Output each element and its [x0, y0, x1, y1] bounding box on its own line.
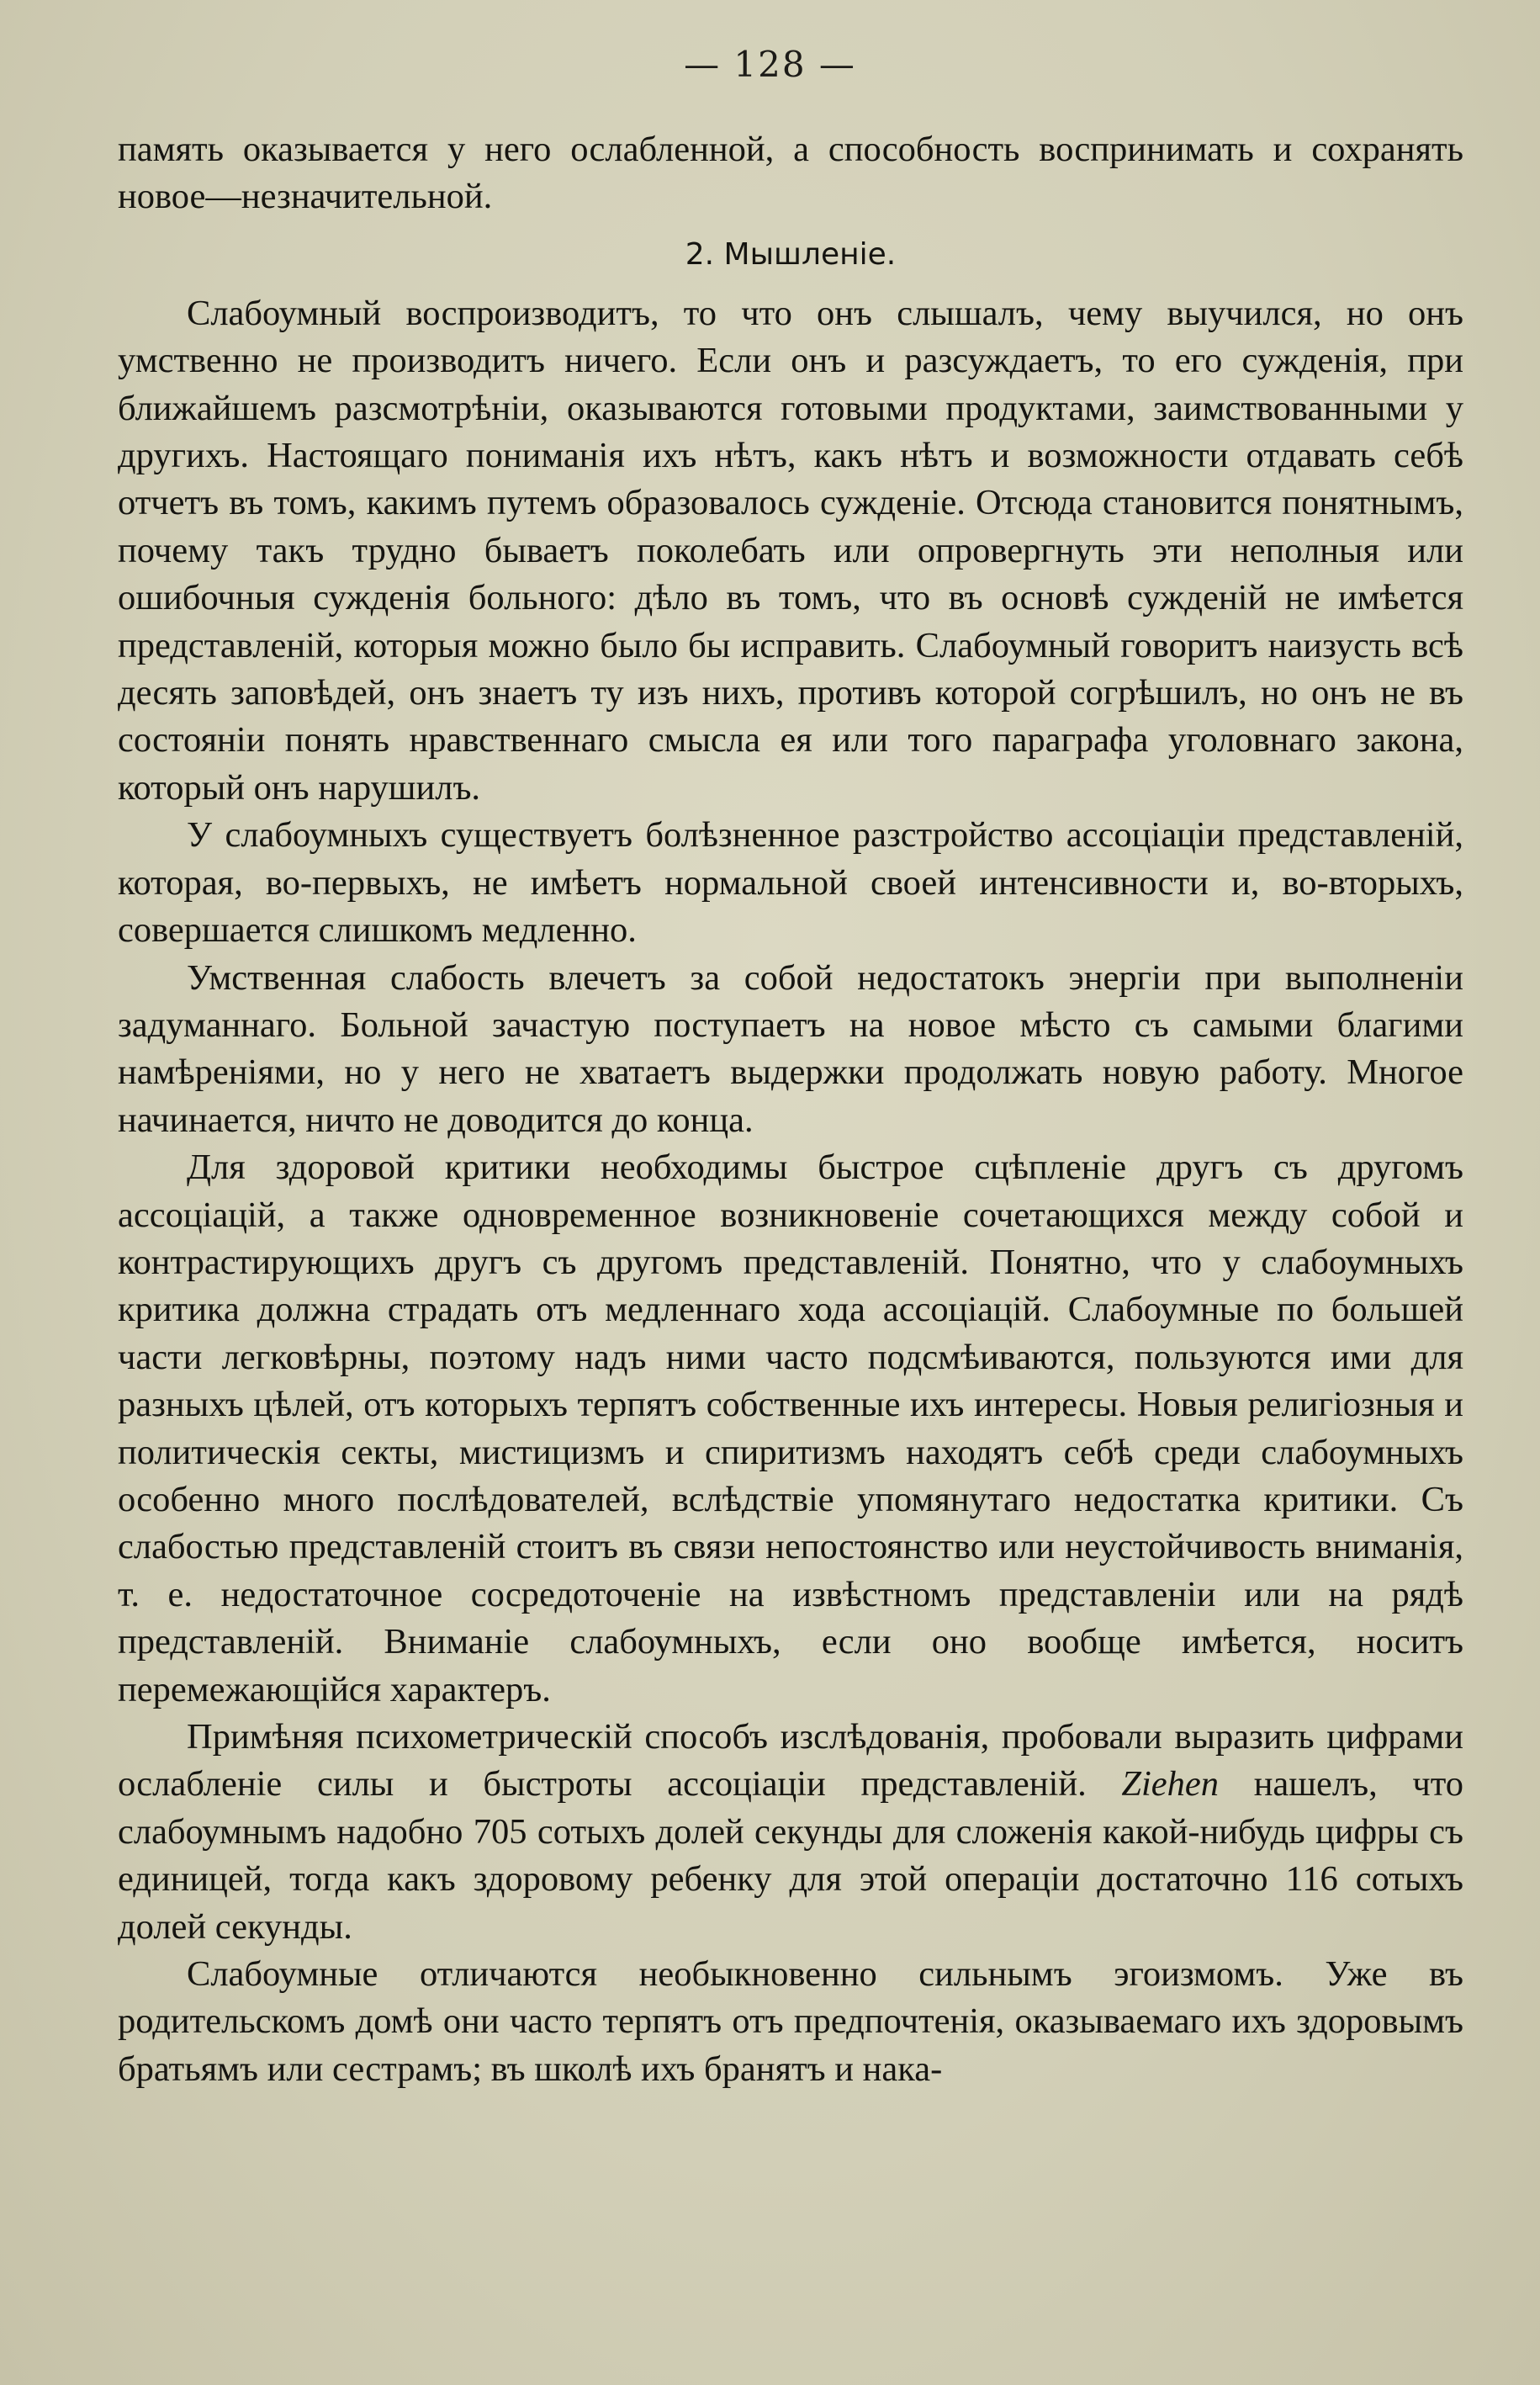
paragraph: Умственная слабость влечетъ за собой недостатокъ энергіи при выполненіи задуманнаго. Больной зачастую поступаетъ на новое мѣсто съ самыми благими намѣреніями, но у него не хватаетъ выдержки продолжать новую работу. Многое начинается, ничто не доводится до конца. [118, 957, 1463, 1140]
paragraph: Слабоумные отличаются необыкновенно сильнымъ эгоизмомъ. Уже въ родительскомъ домѣ они часто терпятъ отъ предпочтенія, оказываемаго ихъ здоровымъ братьямъ или сестрамъ; въ школѣ ихъ бранятъ и нака- [118, 1954, 1463, 2089]
paragraph-text: Примѣняя психометрическій способъ изслѣдованія, пробовали выразить цифрами ослабленіе силы и быстроты ассоціаціи представленій. [118, 1717, 1463, 1805]
page-body-text [118, 126, 1463, 2093]
paragraph [118, 1714, 1463, 1951]
section-heading: 2. Мышленіе. [685, 236, 897, 272]
paragraph-text: нашелъ, что слабоумнымъ надобно 705 сотыхъ долей секунды для сложенія какой-нибудь цифры съ единицей, тогда какъ здоровому ребенку для этой операціи достаточно 116 сотыхъ долей секунды. [118, 1764, 1463, 1947]
paragraph: Слабоумный воспроизводитъ, то что онъ слышалъ, чему выучился, но онъ умственно не производитъ ничего. Если онъ и разсуждаетъ, то его сужденія, при ближайшемъ разсмотрѣніи, оказываются готовыми продуктами, заимствованными у другихъ. Настоящаго пониманія ихъ нѣтъ, какъ нѣтъ и возможности отдавать себѣ отчетъ въ томъ, какимъ путемъ образовалось сужденіе. Отсюда становится понятнымъ, почему такъ трудно бываетъ поколебать или опровергнуть эти неполныя или ошибочныя сужденія больного: дѣло въ томъ, что въ основѣ сужденій не имѣется представленій, которыя можно было бы исправить. Слабоумный говоритъ наизусть всѣ десять заповѣдей, онъ знаетъ ту изъ нихъ, противъ которой согрѣшилъ, но онъ не въ состояніи понять нравственнаго смысла ея или того параграфа уголовнаго закона, который онъ нарушилъ. [118, 293, 1463, 808]
paragraph: Для здоровой критики необходимы быстрое сцѣпленіе другъ съ другомъ ассоціацій, а также одновременное возникновеніе сочетающихся между собой и контрастирующихъ другъ съ другомъ представленій. Понятно, что у слабоумныхъ критика должна страдать отъ медленнаго хода ассоціацій. Слабоумные по большей части легковѣрны, поэтому надъ ними часто подсмѣиваются, пользуются ими для разныхъ цѣлей, отъ которыхъ терпятъ собственные ихъ интересы. Новыя религіозныя и политическія секты, мистицизмъ и спиритизмъ находятъ себѣ среди слабоумныхъ особенно много послѣдователей, вслѣдствіе упомянутаго недостатка критики. Съ слабостью представленій стоитъ въ связи непостоянство или неустойчивость вниманія, т. е. недостаточное сосредоточеніе на извѣстномъ представленіи или на рядѣ представленій. Вниманіе слабоумныхъ, если оно вообще имѣется, носитъ перемежающійся характеръ. [118, 1147, 1463, 1709]
paragraph-continuation: память оказывается у него ослабленной, а способность воспринимать и сохранять новое—незначительной. [118, 130, 1463, 217]
page-number: — 128 — [684, 44, 856, 85]
author-name: Ziehen [1121, 1764, 1220, 1805]
paragraph: У слабоумныхъ существуетъ болѣзненное разстройство ассоціаціи представленій, которая, во-первыхъ, не имѣетъ нормальной своей интенсивности и, во-вторыхъ, совершается слишкомъ медленно. [118, 815, 1463, 951]
